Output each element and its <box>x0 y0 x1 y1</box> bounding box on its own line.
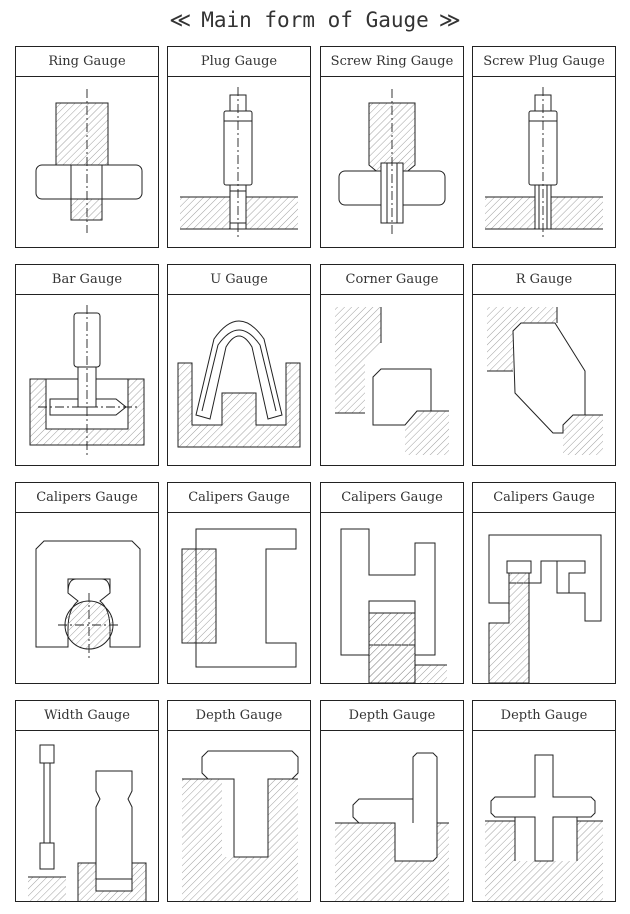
gauge-card-depth-1 <box>167 700 311 902</box>
gauge-card-u <box>167 264 311 466</box>
screw-plug-gauge-diagram <box>473 77 615 247</box>
ring-gauge-diagram <box>16 77 158 247</box>
gauge-caption: Screw Ring Gauge <box>321 47 463 77</box>
calipers-gauge-diagram-2 <box>168 513 310 683</box>
gauge-card-r <box>472 264 616 466</box>
gauge-caption: Depth Gauge <box>473 701 615 731</box>
title-text: Main form of Gauge <box>201 8 429 32</box>
gauge-card-ring <box>15 46 159 248</box>
title-right-mark: ≫ <box>438 8 461 32</box>
gauge-caption: Bar Gauge <box>16 265 158 295</box>
gauge-caption: Width Gauge <box>16 701 158 731</box>
gauge-caption: Corner Gauge <box>321 265 463 295</box>
depth-gauge-diagram-2 <box>321 731 463 901</box>
screw-ring-gauge-diagram <box>321 77 463 247</box>
gauge-card-calipers-3 <box>320 482 464 684</box>
gauge-caption: Depth Gauge <box>321 701 463 731</box>
calipers-gauge-diagram-1 <box>16 513 158 683</box>
gauge-card-plug <box>167 46 311 248</box>
title-left-mark: ≪ <box>169 8 192 32</box>
gauge-card-depth-3 <box>472 700 616 902</box>
page-title <box>0 8 630 32</box>
u-gauge-diagram <box>168 295 310 465</box>
gauge-card-bar <box>15 264 159 466</box>
gauge-caption: Plug Gauge <box>168 47 310 77</box>
calipers-gauge-diagram-4 <box>473 513 615 683</box>
width-gauge-diagram <box>16 731 158 901</box>
gauge-caption: Screw Plug Gauge <box>473 47 615 77</box>
corner-gauge-diagram <box>321 295 463 465</box>
gauge-card-depth-2 <box>320 700 464 902</box>
gauge-caption: Calipers Gauge <box>16 483 158 513</box>
gauge-caption: Calipers Gauge <box>473 483 615 513</box>
gauge-caption: U Gauge <box>168 265 310 295</box>
plug-gauge-diagram <box>168 77 310 247</box>
gauge-card-calipers-2 <box>167 482 311 684</box>
gauge-card-width <box>15 700 159 902</box>
depth-gauge-diagram-3 <box>473 731 615 901</box>
depth-gauge-diagram-1 <box>168 731 310 901</box>
gauge-card-corner <box>320 264 464 466</box>
calipers-gauge-diagram-3 <box>321 513 463 683</box>
r-gauge-diagram <box>473 295 615 465</box>
gauge-caption: Depth Gauge <box>168 701 310 731</box>
gauge-caption: Ring Gauge <box>16 47 158 77</box>
gauge-card-calipers-4 <box>472 482 616 684</box>
gauge-card-calipers-1 <box>15 482 159 684</box>
gauge-caption: Calipers Gauge <box>168 483 310 513</box>
bar-gauge-diagram <box>16 295 158 465</box>
gauge-caption: Calipers Gauge <box>321 483 463 513</box>
gauge-card-screw-ring <box>320 46 464 248</box>
gauge-card-screw-plug <box>472 46 616 248</box>
gauge-caption: R Gauge <box>473 265 615 295</box>
